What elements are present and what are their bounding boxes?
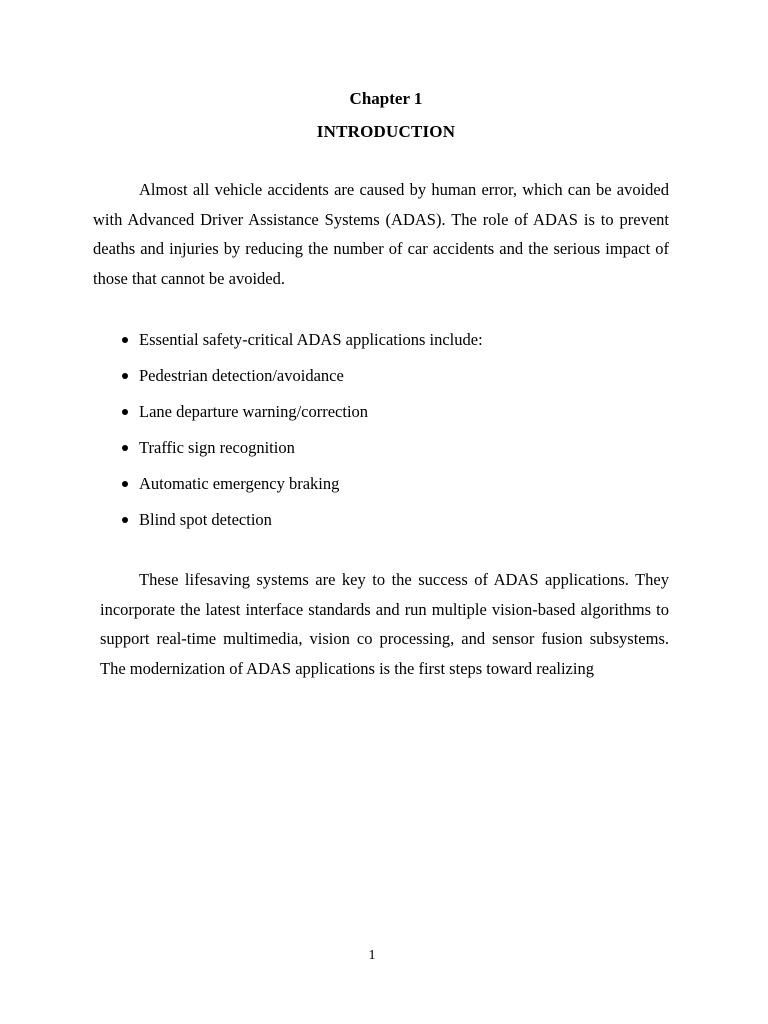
chapter-label: Chapter 1: [349, 89, 423, 108]
list-item: [122, 327, 682, 363]
list-item: [122, 399, 682, 435]
systems-paragraph: These lifesaving systems are key to the success of ADAS applications. They incorporate the latest interface standards and run multiple vision-based algorithms to support real-time multimedia, vision co processing, and sensor fusion subsystems. The modernization of ADAS applications is the first steps toward realizing: [100, 570, 669, 678]
list-item-text: Blind spot detection: [139, 510, 272, 529]
list-item: [122, 363, 682, 399]
bullet-icon: [122, 409, 128, 415]
intro-paragraph: Almost all vehicle accidents are caused by human error, which can be avoided with Advanced Driver Assistance Systems (ADAS). The role of ADAS is to prevent deaths and injuries by reducing the number of car accidents and the serious impact of those that cannot be avoided.: [93, 180, 669, 288]
page-number: 1: [368, 948, 376, 963]
list-item-text: Traffic sign recognition: [139, 438, 295, 457]
list-item-text: Essential safety-critical ADAS applications include:: [139, 330, 483, 349]
bullet-icon: [122, 445, 128, 451]
list-item-text: Lane departure warning/correction: [139, 402, 369, 421]
list-item: [122, 435, 682, 471]
bullet-icon: [122, 517, 128, 523]
list-item-text: Automatic emergency braking: [139, 474, 340, 493]
bullet-icon: [122, 481, 128, 487]
bullet-icon: [122, 373, 128, 379]
list-item-text: Pedestrian detection/avoidance: [139, 366, 344, 385]
adas-applications-list: [122, 327, 682, 543]
chapter-title: INTRODUCTION: [316, 122, 456, 141]
list-item: [122, 507, 682, 543]
bullet-icon: [122, 337, 128, 343]
list-item: [122, 471, 682, 507]
